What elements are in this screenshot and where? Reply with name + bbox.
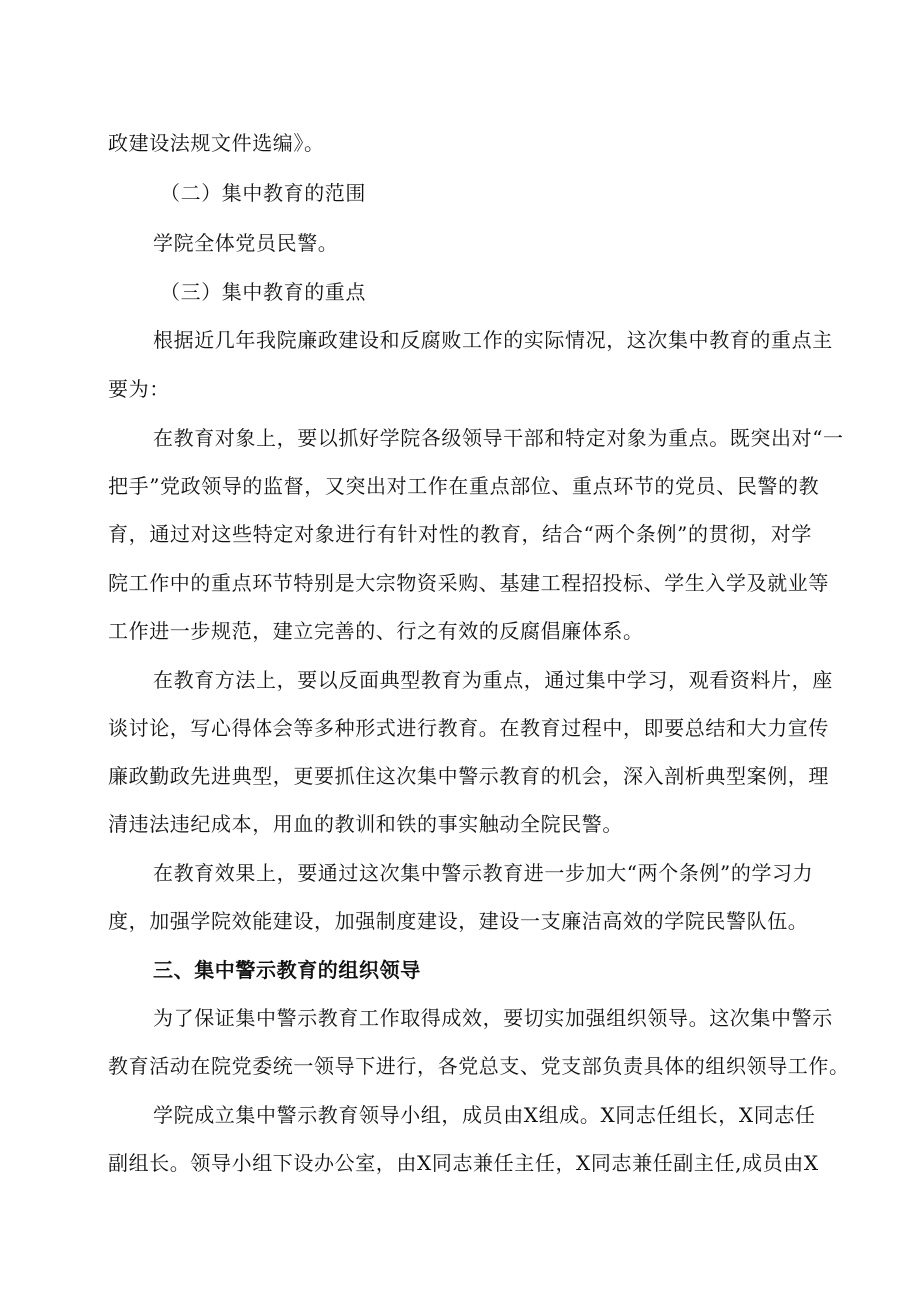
text-line: 为了保证集中警示教育工作取得成效，要切实加强组织领导。这次集中警示 <box>153 1006 833 1030</box>
text-line: 清违法违纪成本，用血的教训和铁的事实触动全院民警。 <box>108 812 623 836</box>
text-line: 政建设法规文件选编》。 <box>108 131 325 155</box>
text-line: 度，加强学院效能建设，加强制度建设，建设一支廉洁高效的学院民警队伍。 <box>108 909 809 933</box>
text-line: 学院全体党员民警。 <box>153 231 339 255</box>
text-line: 廉政勤政先进典型，更要抓住这次集中警示教育的机会，深入剖析典型案例，理 <box>108 764 829 788</box>
text-line: 谈讨论，写心得体会等多种形式进行教育。在教育过程中，即要总结和大力宣传 <box>108 716 829 740</box>
section-heading: （二）集中教育的范围 <box>160 181 366 205</box>
text-line: 育，通过对这些特定对象进行有针对性的教育，结合“两个条例”的贯彻，对学 <box>108 522 812 546</box>
text-line: 学院成立集中警示教育领导小组，成员由X组成。X同志任组长，X同志任 <box>153 1103 816 1127</box>
text-line: 院工作中的重点环节特别是大宗物资采购、基建工程招投标、学生入学及就业等 <box>108 571 829 595</box>
text-line: 工作进一步规范，建立完善的、行之有效的反腐倡廉体系。 <box>108 619 644 643</box>
text-line: 把手”党政领导的监督，又突出对工作在重点部位、重点环节的党员、民警的教 <box>108 474 820 498</box>
text-line: 在教育方法上，要以反面典型教育为重点，通过集中学习，观看资料片，座 <box>153 668 833 692</box>
section-heading-bold: 三、集中警示教育的组织领导 <box>153 958 421 982</box>
text-line: 在教育对象上，要以抓好学院各级领导干部和特定对象为重点。既突出对“一 <box>153 426 844 450</box>
text-line: 副组长。领导小组下设办公室，由X同志兼任主任，X同志兼任副主任,成员由X <box>108 1151 819 1175</box>
text-line: 在教育效果上，要通过这次集中警示教育进一步加大“两个条例”的学习力 <box>153 861 814 885</box>
text-line: 要为： <box>108 377 170 401</box>
section-heading: （三）集中教育的重点 <box>160 280 366 304</box>
text-line: 教育活动在院党委统一领导下进行，各党总支、党支部负责具体的组织领导工作。 <box>108 1054 850 1078</box>
text-line: 根据近几年我院廉政建设和反腐败工作的实际情况，这次集中教育的重点主 <box>153 328 833 352</box>
